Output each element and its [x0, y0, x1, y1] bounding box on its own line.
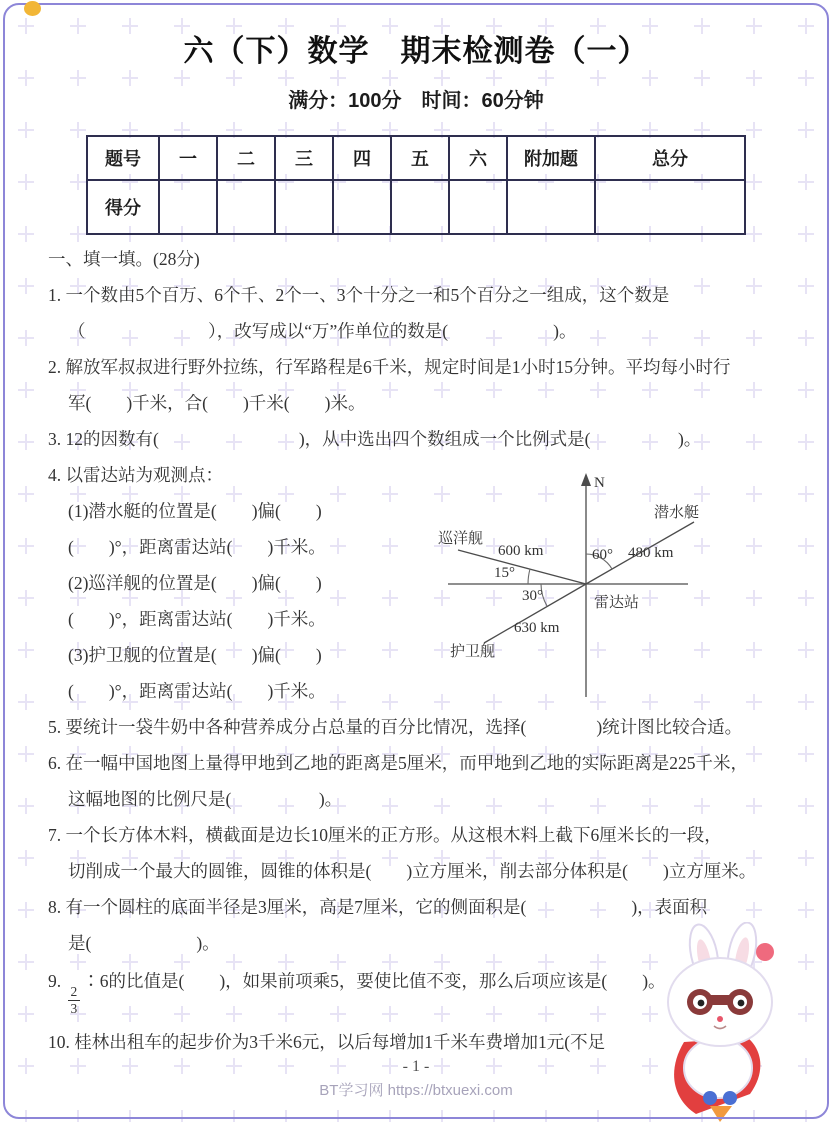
- fraction-numerator: 2: [68, 985, 81, 1001]
- score-table-header-cell: 附加题: [507, 136, 595, 180]
- score-table-header-row: [87, 136, 745, 180]
- question-3: 3. 12的因数有( )，从中选出四个数组成一个比例式是( )。: [48, 429, 702, 449]
- radar-station-label: 雷达站: [594, 595, 640, 611]
- score-cell-empty: [159, 180, 217, 234]
- question-6-line-1: 6. 在一幅中国地图上量得甲地到乙地的距离是5厘米，而甲地到乙地的实际距离是225千米，: [48, 753, 748, 773]
- cruiser-angle-label: 15°: [494, 565, 515, 581]
- question-1-line-1: 1. 一个数由5个百万、6个千、2个一、3个十分之一和5个百分之一组成，这个数是: [48, 285, 670, 305]
- score-cell-empty: [449, 180, 507, 234]
- page-number: - 1 -: [402, 1058, 430, 1075]
- score-table: [86, 135, 746, 235]
- question-4-item-3-line-2: ( )°，距离雷达站( )千米。: [68, 681, 326, 701]
- question-5: 5. 要统计一袋牛奶中各种营养成分占总量的百分比情况，选择( )统计图比较合适。: [48, 717, 743, 737]
- question-9-text: ∶6的比值是( )，如果前项乘5，要使比值不变，那么后项应该是( )。: [82, 971, 666, 991]
- page-title: 六（下）数学 期末检测卷（一）: [183, 35, 649, 68]
- score-cell-empty: [507, 180, 595, 234]
- question-6-line-2: 这幅地图的比例尺是( )。: [68, 789, 343, 809]
- question-2-line-2: 军( )千米，合( )千米( )米。: [68, 393, 366, 413]
- north-label: N: [594, 475, 605, 491]
- watermark: BT学习网 https://btxuexi.com: [319, 1082, 513, 1099]
- submarine-distance-label: 480 km: [628, 545, 674, 561]
- question-8-line-2: 是( )。: [68, 933, 220, 953]
- score-cell-empty: [217, 180, 275, 234]
- submarine-angle-label: 60°: [592, 547, 613, 563]
- rabbit-body: [684, 1038, 752, 1098]
- question-4-item-2-line-2: ( )°，距离雷达站( )千米。: [68, 609, 326, 629]
- rabbit-nose: [717, 1016, 723, 1022]
- score-cell-empty: [333, 180, 391, 234]
- score-table-score-row: [87, 180, 745, 234]
- score-table-header-cell: 六: [449, 136, 507, 180]
- score-table-header-cell: 二: [217, 136, 275, 180]
- north-arrowhead: [581, 473, 591, 486]
- score-cell-empty: [275, 180, 333, 234]
- score-cell-empty: [391, 180, 449, 234]
- question-9-prefix: 9.: [48, 971, 66, 991]
- score-table-header-cell: 题号: [87, 136, 159, 180]
- corner-decoration-dot: [24, 1, 41, 16]
- question-4-item-3-line-1: (3)护卫舰的位置是( )偏( ): [68, 645, 322, 665]
- cruiser-label: 巡洋舰: [438, 531, 484, 547]
- score-table-header-cell: 三: [275, 136, 333, 180]
- question-4-intro: 4. 以雷达站为观测点：: [48, 465, 223, 485]
- rabbit-paw-ball: [756, 943, 774, 961]
- question-4-item-1-line-1: (1)潜水艇的位置是( )偏( ): [68, 501, 322, 521]
- mascot-rabbit: [618, 922, 790, 1122]
- page-subtitle: 满分：100分 时间：60分钟: [288, 90, 544, 112]
- question-7-line-1: 7. 一个长方体木料，横截面是边长10厘米的正方形。从这根木料上截下6厘米长的一段，: [48, 825, 722, 845]
- question-7-line-2: 切削成一个最大的圆锥，圆锥的体积是( )立方厘米，削去部分体积是( )立方厘米。: [68, 861, 757, 881]
- question-8-line-1: 8. 有一个圆柱的底面半径是3厘米，高是7厘米，它的侧面积是( )，表面积: [48, 897, 708, 917]
- score-table-header-cell: 总分: [595, 136, 745, 180]
- cruiser-distance-label: 600 km: [498, 543, 544, 559]
- score-cell-empty: [595, 180, 745, 234]
- question-4-item-2-line-1: (2)巡洋舰的位置是( )偏( ): [68, 573, 322, 593]
- frigate-distance-label: 630 km: [514, 620, 560, 636]
- fraction-denominator: 3: [70, 1001, 78, 1017]
- score-row-label: 得分: [87, 180, 159, 234]
- score-table-header-cell: 四: [333, 136, 391, 180]
- section-one-heading: 一、填一填。(28分): [48, 249, 200, 269]
- question-2-line-1: 2. 解放军叔叔进行野外拉练，行军路程是6千米，规定时间是1小时15分钟。平均每小时行: [48, 357, 731, 377]
- score-table-header-cell: 五: [391, 136, 449, 180]
- fraction-two-thirds: [68, 985, 81, 1016]
- angle-arc-15: [528, 569, 530, 584]
- question-4: [48, 457, 788, 709]
- frigate-label: 护卫舰: [450, 644, 496, 660]
- question-4-item-1-line-2: ( )°，距离雷达站( )千米。: [68, 537, 326, 557]
- question-1-line-2: （ ），改写成以“万”作单位的数是( )。: [68, 321, 577, 341]
- radar-direction-diagram: [436, 469, 788, 707]
- submarine-label: 潜水艇: [654, 505, 700, 521]
- score-table-header-cell: 一: [159, 136, 217, 180]
- frigate-angle-label: 30°: [522, 588, 543, 604]
- question-10: 10. 桂林出租车的起步价为3千米6元，以后每增加1千米车费增加1元(不足: [48, 1032, 606, 1053]
